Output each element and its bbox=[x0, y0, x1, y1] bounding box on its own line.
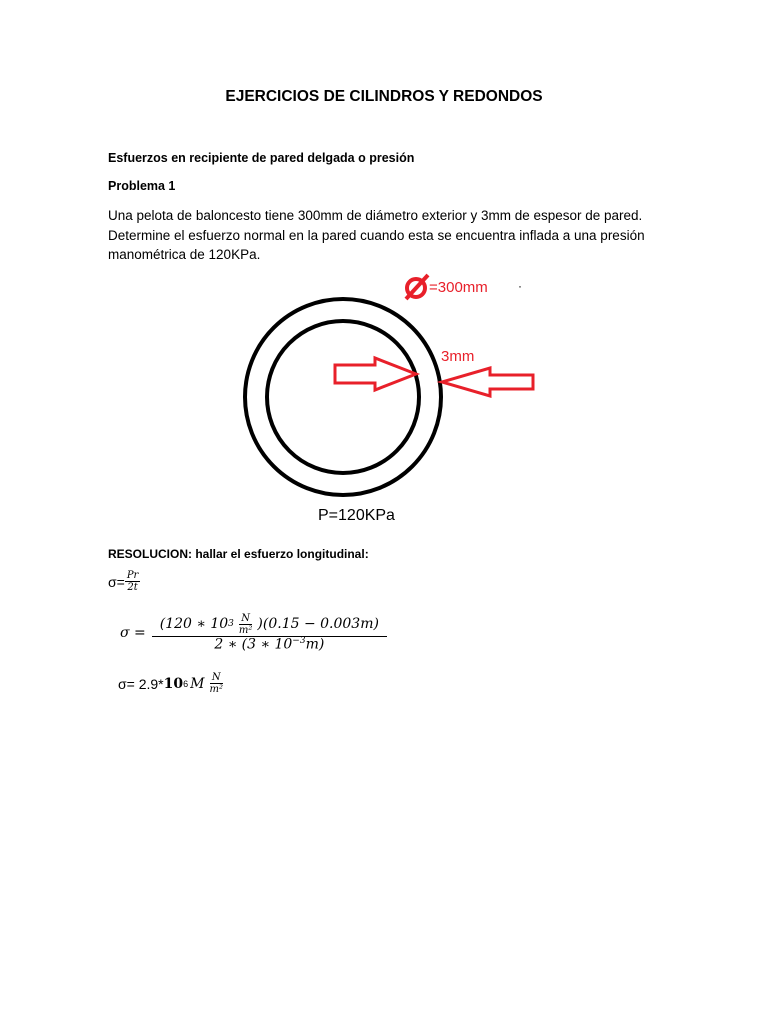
inner-arrow-icon bbox=[335, 358, 416, 390]
outer-wall-circle bbox=[245, 299, 441, 495]
section-heading: Esfuerzos en recipiente de pared delgada o presión bbox=[108, 151, 415, 165]
substitution-fraction bbox=[152, 613, 387, 653]
unit-denominator: m² bbox=[238, 625, 253, 636]
problem-label: Problema 1 bbox=[108, 179, 176, 193]
formula-lhs: σ= bbox=[108, 573, 125, 590]
result-unit-prefix: M bbox=[190, 675, 205, 692]
unit-numerator: N bbox=[241, 613, 251, 624]
problem-statement: Una pelota de baloncesto tiene 300mm de diámetro exterior y 3mm de espesor de pared. Determine el esfuerzo normal en la pared cuando esta se encuentra inflada a una presión manométrica de 120KPa. bbox=[108, 208, 645, 262]
result-power-base: 10 bbox=[163, 675, 184, 692]
dot-mark: · bbox=[518, 279, 522, 293]
inner-wall-circle bbox=[267, 321, 419, 473]
denominator-exponent: −3 bbox=[292, 636, 306, 646]
unit-fraction bbox=[237, 613, 255, 636]
denominator-part-b: m) bbox=[305, 636, 325, 653]
numerator-part-b: )(0.15 − 0.003m) bbox=[257, 615, 379, 632]
ball-diagram-svg bbox=[230, 268, 550, 528]
diameter-symbol-icon bbox=[406, 275, 428, 299]
formula-lhs: σ = bbox=[120, 625, 146, 642]
formula-stress-general bbox=[108, 570, 140, 593]
ball-diagram bbox=[230, 268, 550, 528]
fraction-denominator: 2t bbox=[127, 582, 138, 593]
result-lhs: σ= 2.9* bbox=[118, 675, 164, 692]
page-title: EJERCICIOS DE CILINDROS Y REDONDOS bbox=[225, 88, 543, 105]
outer-arrow-icon bbox=[442, 368, 533, 396]
denominator-part-a: 2 ∗ (3 ∗ 10 bbox=[214, 636, 293, 653]
diameter-label: =300mm bbox=[429, 279, 488, 296]
resolution-heading: RESOLUCION: hallar el esfuerzo longitudinal: bbox=[108, 547, 369, 561]
formula-result bbox=[118, 672, 225, 695]
numerator-exponent: 3 bbox=[228, 618, 234, 629]
formula-substitution bbox=[120, 613, 387, 653]
thickness-label: 3mm bbox=[441, 348, 475, 365]
result-unit-fraction bbox=[207, 672, 225, 695]
numerator-part-a: (120 ∗ 10 bbox=[159, 615, 229, 632]
substitution-denominator bbox=[212, 637, 326, 653]
substitution-numerator bbox=[152, 613, 387, 637]
result-exponent: 6 bbox=[183, 678, 189, 689]
result-unit-numerator: N bbox=[211, 672, 221, 683]
result-unit-denominator: m² bbox=[209, 684, 223, 695]
fraction-pr-2t bbox=[125, 570, 141, 593]
pressure-label: P=120KPa bbox=[318, 507, 395, 524]
fraction-numerator: Pr bbox=[126, 570, 139, 581]
